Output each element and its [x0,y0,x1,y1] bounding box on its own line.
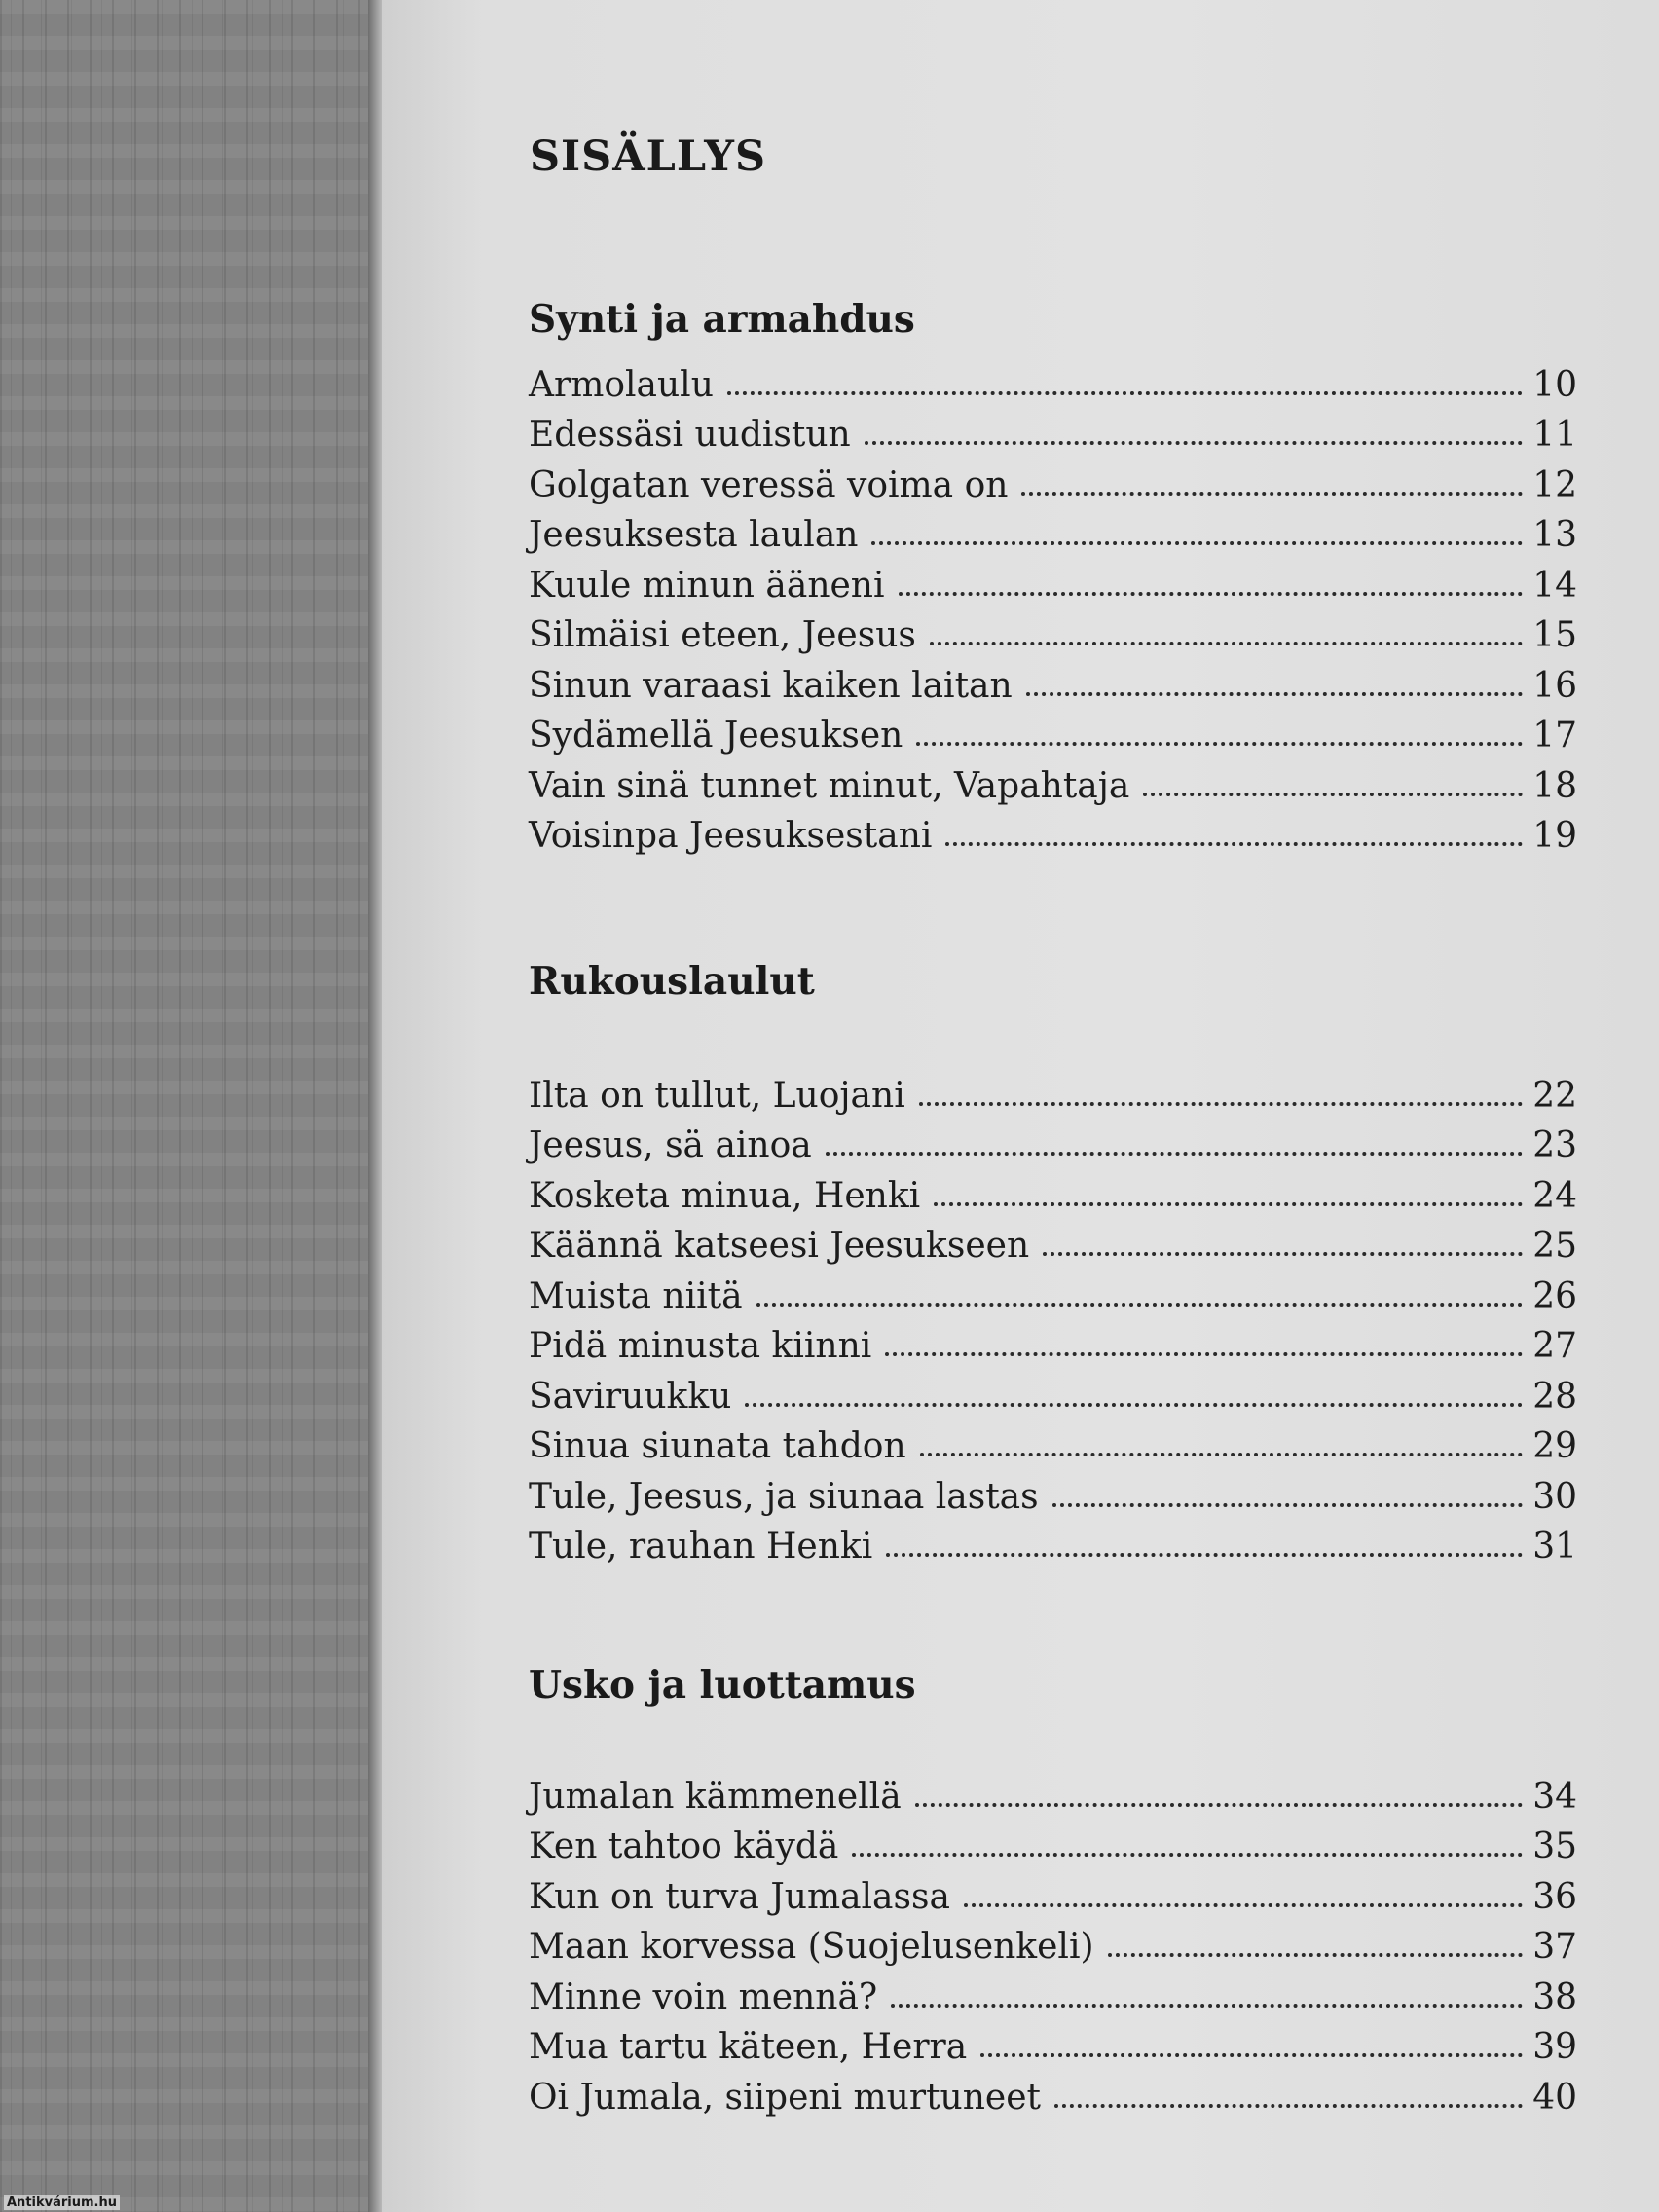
dot-leader [865,441,1523,445]
toc-entry-page-number: 18 [1532,765,1577,806]
dot-leader [1054,2104,1523,2108]
toc-entry-page-number: 30 [1532,1476,1577,1517]
toc-entry-page-number: 26 [1532,1275,1577,1316]
toc-entry-page-number: 25 [1532,1226,1577,1266]
toc-entry-page-number: 14 [1532,565,1577,606]
book-binding [0,0,375,2212]
toc-entry-title: Mua tartu käteen, Herra [529,2027,968,2067]
section-heading-usko: Usko ja luottamus [529,1663,916,1708]
toc-entry-title: Oi Jumala, siipeni murtuneet [529,2077,1041,2118]
toc-entry-title: Edessäsi uudistun [529,415,851,455]
toc-entry-page-number: 39 [1532,2027,1577,2067]
toc-entry [529,1415,1577,1465]
toc-entry-page-number: 40 [1532,2077,1577,2118]
toc-entry-page-number: 12 [1532,464,1577,505]
toc-entry-title: Pidä minusta kiinni [529,1326,872,1366]
toc-entry-title: Silmäisi eteen, Jeesus [529,615,916,655]
dot-leader [852,1853,1523,1857]
toc-list-synti [529,352,1577,854]
toc-entry-page-number: 19 [1532,816,1577,856]
toc-entry-page-number: 34 [1532,1776,1577,1817]
toc-entry [529,1264,1577,1314]
toc-entry-title: Sydämellä Jeesuksen [529,716,903,756]
dot-leader [1043,1252,1523,1256]
toc-entry [529,352,1577,403]
toc-entry-page-number: 24 [1532,1175,1577,1216]
toc-entry-page-number: 11 [1532,415,1577,455]
toc-entry [529,1515,1577,1566]
toc-entry [529,553,1577,604]
toc-entry-title: Armolaulu [529,364,714,405]
toc-entry [529,604,1577,654]
toc-entry-title: Sinua siunata tahdon [529,1426,906,1466]
toc-entry-page-number: 36 [1532,1876,1577,1917]
section-heading-rukouslaulut: Rukouslaulut [529,959,815,1004]
dot-leader [920,1453,1524,1456]
dot-leader [1143,793,1523,796]
toc-list-rukouslaulut [529,1063,1577,1565]
dot-leader [919,1102,1523,1106]
toc-entry-title: Kosketa minua, Henki [529,1175,921,1216]
dot-leader [915,1803,1524,1807]
toc-entry [529,1364,1577,1415]
dot-leader [964,1903,1523,1907]
toc-entry [529,2015,1577,2066]
toc-entry [529,1965,1577,2015]
toc-entry [529,2065,1577,2116]
toc-entry-title: Vain sinä tunnet minut, Vapahtaja [529,765,1130,806]
toc-entry [529,704,1577,755]
toc-entry [529,1314,1577,1365]
toc-entry-page-number: 10 [1532,364,1577,405]
dot-leader [945,842,1523,846]
toc-entry-title: Jeesuksesta laulan [529,515,859,555]
watermark: Antikvárium.hu [4,2195,120,2210]
toc-entry-page-number: 15 [1532,615,1577,655]
dot-leader [871,541,1523,545]
dot-leader [756,1303,1524,1307]
toc-entry-title: Kuule minun ääneni [529,565,885,606]
toc-entry-page-number: 29 [1532,1426,1577,1466]
dot-leader [1021,492,1523,496]
toc-entry-title: Käännä katseesi Jeesukseen [529,1226,1030,1266]
toc-entry-title: Muista niitä [529,1275,743,1316]
toc-entry-title: Saviruukku [529,1376,732,1417]
dot-leader [1108,1953,1524,1957]
toc-entry [529,1815,1577,1865]
dot-leader [916,742,1523,746]
toc-entry [529,1915,1577,1966]
page-edge [368,0,382,2212]
toc-entry [529,1464,1577,1515]
dot-leader [745,1403,1523,1407]
toc-entry-title: Ken tahtoo käydä [529,1826,839,1866]
toc-entry [529,1764,1577,1815]
dot-leader [826,1152,1523,1156]
page-title: SISÄLLYS [530,132,767,181]
toc-entry [529,1864,1577,1915]
toc-entry [529,453,1577,503]
toc-entry-page-number: 23 [1532,1125,1577,1165]
toc-entry [529,1163,1577,1214]
toc-entry-title: Sinun varaasi kaiken laitan [529,665,1013,706]
toc-entry-title: Kun on turva Jumalassa [529,1876,950,1917]
toc-entry-title: Tule, Jeesus, ja siunaa lastas [529,1476,1039,1517]
toc-entry-page-number: 27 [1532,1326,1577,1366]
dot-leader [727,391,1523,395]
toc-entry [529,1114,1577,1164]
toc-entry [529,804,1577,855]
toc-entry-page-number: 35 [1532,1826,1577,1866]
toc-entry [529,503,1577,554]
dot-leader [891,2004,1523,2008]
dot-leader [899,592,1524,596]
toc-entry-page-number: 28 [1532,1376,1577,1417]
toc-entry-title: Maan korvessa (Suojelusenkeli) [529,1927,1094,1967]
toc-entry [529,653,1577,704]
toc-entry-page-number: 38 [1532,1976,1577,2017]
dot-leader [1026,692,1524,696]
toc-entry-page-number: 37 [1532,1927,1577,1967]
toc-entry-title: Jeesus, sä ainoa [529,1125,812,1165]
toc-entry-title: Jumalan kämmenellä [529,1776,902,1817]
dot-leader [885,1352,1523,1356]
dot-leader [980,2053,1523,2057]
toc-entry-page-number: 13 [1532,515,1577,555]
toc-list-usko [529,1764,1577,2116]
toc-entry-title: Minne voin mennä? [529,1976,878,2017]
toc-entry [529,1063,1577,1114]
toc-entry-title: Ilta on tullut, Luojani [529,1075,905,1116]
dot-leader [930,642,1523,645]
dot-leader [886,1553,1523,1557]
toc-entry-title: Golgatan veressä voima on [529,464,1009,505]
toc-entry-page-number: 22 [1532,1075,1577,1116]
toc-entry-page-number: 17 [1532,716,1577,756]
toc-entry-title: Tule, rauhan Henki [529,1527,873,1567]
dot-leader [934,1202,1523,1206]
toc-entry-page-number: 31 [1532,1527,1577,1567]
toc-entry-title: Voisinpa Jeesuksestani [529,816,933,856]
dot-leader [1052,1503,1524,1507]
toc-entry-page-number: 16 [1532,665,1577,706]
toc-entry [529,754,1577,804]
section-heading-synti: Synti ja armahdus [529,297,915,342]
toc-entry [529,403,1577,454]
toc-entry [529,1214,1577,1265]
